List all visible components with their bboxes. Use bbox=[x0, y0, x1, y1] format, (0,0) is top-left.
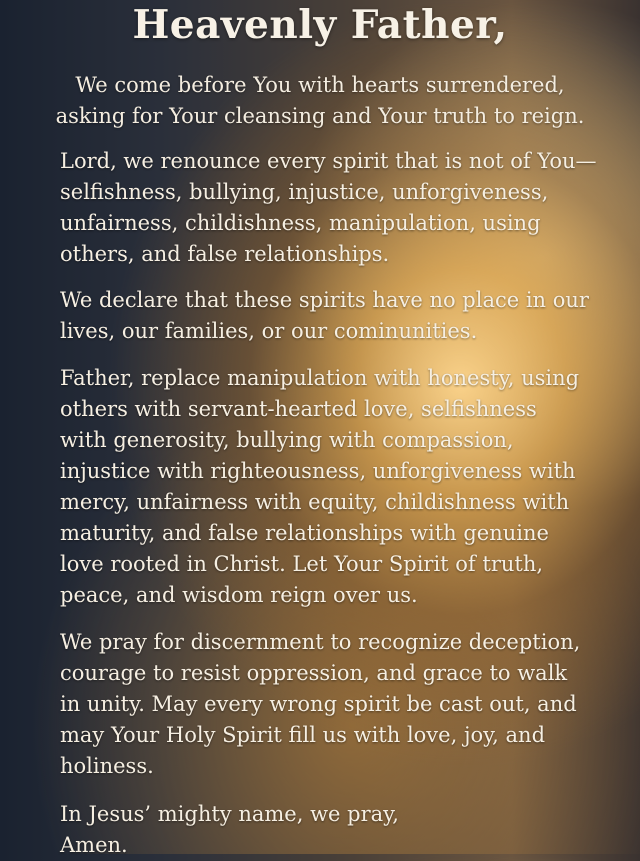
paragraph-line: peace, and wisdom reign over us. bbox=[60, 583, 418, 607]
paragraph-line: courage to resist oppression, and grace to walk bbox=[60, 661, 568, 685]
intro-line: We come before You with hearts surrendered, bbox=[75, 73, 565, 97]
paragraph-line: in unity. May every wrong spirit be cast out, and bbox=[60, 692, 577, 716]
paragraph-line: unfairness, childishness, manipulation, using bbox=[60, 211, 541, 235]
prayer-paragraph-replace bbox=[60, 363, 620, 611]
paragraph-line: others with servant-hearted love, selfishness bbox=[60, 397, 537, 421]
paragraph-line: selfishness, bullying, injustice, unforgiveness, bbox=[60, 180, 549, 204]
paragraph-line: holiness. bbox=[60, 754, 154, 778]
paragraph-line: may Your Holy Spirit fill us with love, joy, and bbox=[60, 723, 546, 747]
paragraph-line: lives, our families, or our cominunities. bbox=[60, 319, 478, 343]
prayer-paragraph-renounce bbox=[60, 146, 620, 270]
intro-line: asking for Your cleansing and Your truth to reign. bbox=[55, 104, 585, 128]
paragraph-line: We declare that these spirits have no place in our bbox=[60, 288, 589, 312]
prayer-intro bbox=[30, 70, 610, 132]
paragraph-line: love rooted in Christ. Let Your Spirit of truth, bbox=[60, 552, 544, 576]
paragraph-line: In Jesus’ mighty name, we pray, bbox=[60, 802, 399, 826]
paragraph-line: We pray for discernment to recognize deception, bbox=[60, 630, 581, 654]
paragraph-line: with generosity, bullying with compassion, bbox=[60, 428, 514, 452]
paragraph-line: others, and false relationships. bbox=[60, 242, 390, 266]
paragraph-line: mercy, unfairness with equity, childishness with bbox=[60, 490, 570, 514]
paragraph-line: injustice with righteousness, unforgiveness with bbox=[60, 459, 576, 483]
prayer-closing bbox=[60, 799, 620, 861]
paragraph-line: Amen. bbox=[60, 833, 128, 857]
prayer-title: Heavenly Father, bbox=[132, 2, 508, 48]
prayer-paragraph-discernment bbox=[60, 627, 620, 782]
paragraph-line: Lord, we renounce every spirit that is not of You— bbox=[60, 149, 597, 173]
paragraph-line: Father, replace manipulation with honesty, using bbox=[60, 366, 580, 390]
paragraph-line: maturity, and false relationships with genuine bbox=[60, 521, 549, 545]
prayer-paragraph-declare bbox=[60, 285, 620, 347]
